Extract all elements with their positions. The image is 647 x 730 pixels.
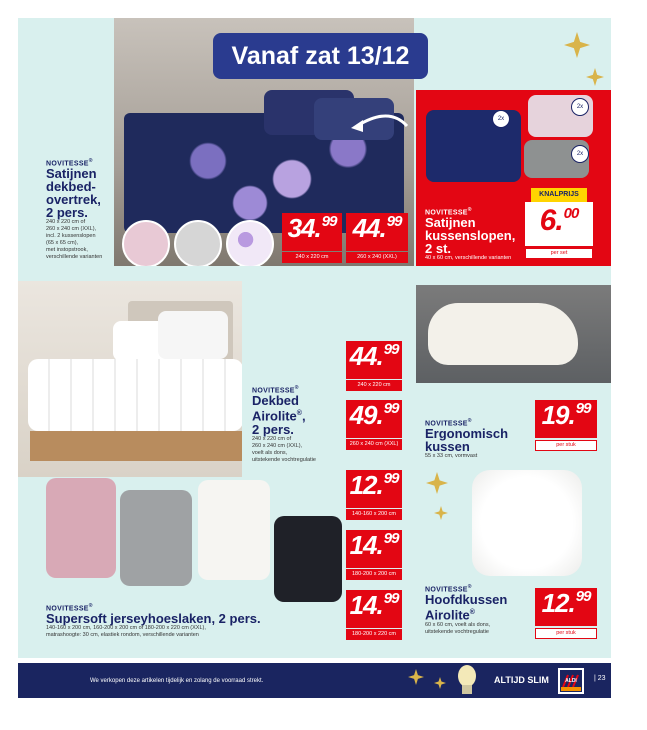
color-swatch-pink xyxy=(122,220,170,266)
product-description: 140-160 x 200 cm, 160-200 x 200 cm of 180-200 x 220 cm (XXL), matrashoogte: 30 cm, elastiek rondom, verschillende varianten xyxy=(46,625,206,639)
slogan: ALTIJD SLIM xyxy=(494,675,549,685)
knalprijs-badge xyxy=(525,188,593,268)
page-number: | 23 xyxy=(594,675,606,682)
grey-sheet-image xyxy=(120,490,192,586)
price-size-label: 140-160 x 200 cm xyxy=(346,509,402,520)
price-size-label: 240 x 220 cm xyxy=(346,380,402,391)
square-pillow-image xyxy=(472,470,582,576)
aldi-logo xyxy=(558,668,584,694)
price-tag: 14. 99 xyxy=(346,590,402,628)
arrow-icon xyxy=(349,106,409,136)
price-tag: 44. 99 xyxy=(346,341,402,379)
color-swatch-grey xyxy=(174,220,222,266)
quantity-badge: 2x xyxy=(492,110,510,128)
black-sheet-image xyxy=(274,516,342,602)
pink-sheet-image xyxy=(46,478,116,578)
product-name: Dekbed Airolite®, 2 pers. xyxy=(252,393,306,437)
product-name: Supersoft jerseyhoeslaken, 2 pers. xyxy=(46,611,261,627)
pillowcase-text xyxy=(425,207,535,262)
product-description: 240 x 220 cm of 260 x 240 cm (XXL), incl. 2 kussenslopen (65 x 65 cm), met instopstrook, verschillende varianten xyxy=(46,219,103,261)
price-size-label: 180-200 x 200 cm xyxy=(346,569,402,580)
price-tag: 14. 99 xyxy=(346,530,402,568)
light-bulb-icon xyxy=(456,665,478,695)
knalprijs-label: KNALPRIJS xyxy=(531,188,587,202)
aldi-logo-text: ALDI xyxy=(565,678,577,684)
ergonomic-pillow-photo xyxy=(416,285,611,383)
price-tag: 19. 99 xyxy=(535,400,597,438)
price-tag: 49. 99 xyxy=(346,400,402,438)
gold-star-icon xyxy=(408,669,424,685)
price-tag: 12. 99 xyxy=(346,470,402,508)
price-size-label: 240 x 220 cm xyxy=(282,252,342,263)
product-name: Ergonomisch kussen xyxy=(425,426,509,455)
price-tag: 12. 99 xyxy=(535,588,597,626)
price-tag: 34. 99 xyxy=(282,213,342,251)
white-sheet-image xyxy=(198,480,270,580)
product-description: 55 x 33 cm, vormvast xyxy=(425,453,478,460)
brand-name: NOVITESSE® xyxy=(425,584,472,594)
gold-star-icon xyxy=(426,472,448,494)
brand-name: NOVITESSE® xyxy=(46,158,93,168)
quantity-badge: 2x xyxy=(571,145,589,163)
brand-name: NOVITESSE® xyxy=(425,207,472,217)
product-description: 240 x 220 cm of 260 x 240 cm (XXL), voelt als dons, uitstekende vochtregulatie xyxy=(252,435,316,463)
ergonomic-pillow-image xyxy=(428,303,578,365)
duvet-text xyxy=(252,385,347,464)
product-name: Satijnen dekbed- overtrek, 2 pers. xyxy=(46,166,101,221)
price-unit-label: per set xyxy=(525,248,593,259)
product-description: 40 x 60 cm, verschillende varianten xyxy=(425,255,512,262)
stock-note: We verkopen deze artikelen tijdelijk en zolang de voorraad strekt. xyxy=(90,677,264,684)
price-unit-label: per stuk xyxy=(535,440,597,451)
color-swatch-floral xyxy=(226,220,274,266)
price-size-label: 180-200 x 220 cm xyxy=(346,629,402,640)
price-tag: 44. 99 xyxy=(346,213,408,251)
price-size-label: 260 x 240 (XXL) xyxy=(346,252,408,263)
bed-frame-image xyxy=(30,431,242,461)
ergonomic-pillow-text xyxy=(425,418,535,460)
product-name: Hoofdkussen Airolite® xyxy=(425,592,508,623)
price-unit-label: per stuk xyxy=(535,628,597,639)
brand-name: NOVITESSE® xyxy=(425,418,472,428)
duvet-photo xyxy=(18,281,242,477)
gold-star-icon xyxy=(564,32,590,58)
duvet-cover-text xyxy=(46,158,116,261)
price-size-label: 260 x 240 cm (XXL) xyxy=(346,439,402,450)
brand-name: NOVITESSE® xyxy=(252,385,299,395)
price-tag: 6. 00 xyxy=(525,202,593,246)
brand-name: NOVITESSE® xyxy=(46,603,93,613)
head-pillow-text xyxy=(425,584,535,636)
product-description: 60 x 60 cm, voelt als dons, uitstekende vochtregulatie xyxy=(425,621,491,635)
fitted-sheet-text xyxy=(46,603,346,639)
quantity-badge: 2x xyxy=(571,98,589,116)
gold-star-icon xyxy=(586,68,604,86)
pillow-image xyxy=(158,311,228,359)
gold-star-icon xyxy=(434,506,448,520)
footer-bar xyxy=(18,663,611,698)
duvet-image xyxy=(28,359,242,431)
availability-banner: Vanaf zat 13/12 xyxy=(213,33,428,79)
gold-star-icon xyxy=(434,677,446,689)
product-name: Satijnen kussenslopen, 2 st. xyxy=(425,215,516,257)
